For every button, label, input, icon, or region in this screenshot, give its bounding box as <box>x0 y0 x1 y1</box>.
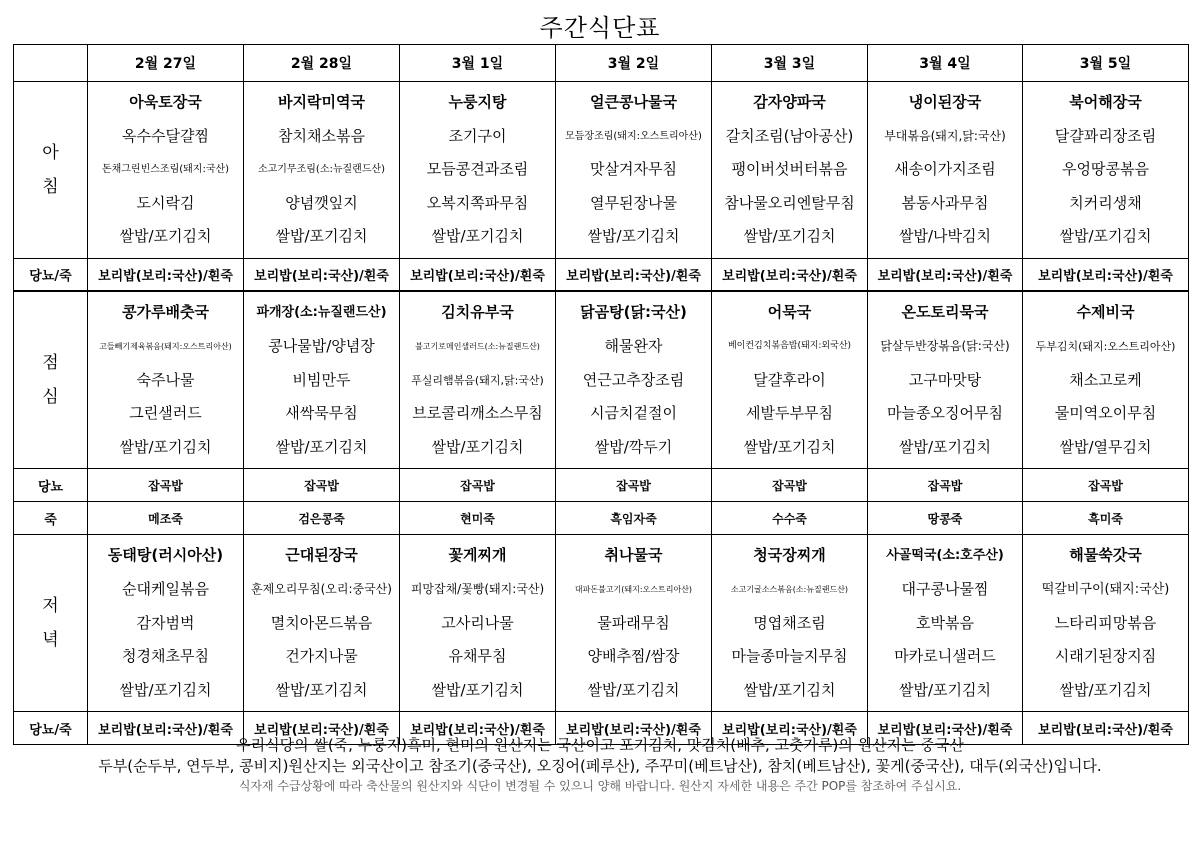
menu-item: 콩나물밥/양념장 <box>268 337 375 356</box>
menu-item: 마카로니샐러드 <box>894 647 996 666</box>
menu-item: 쌀밥/포기김치 <box>587 227 680 246</box>
menu-item: 꽃게찌개 <box>448 546 507 565</box>
dinner-day-cell <box>244 535 400 712</box>
menu-item: 대구콩나물찜 <box>901 580 989 599</box>
menu-item: 고사리나물 <box>441 613 514 632</box>
menu-item: 푸실리햄볶음(돼지,닭:국산) <box>411 373 544 387</box>
menu-item: 바지락미역국 <box>278 93 365 111</box>
lunch-day-cell <box>1023 291 1189 468</box>
menu-item: 돈채그린빈스조림(돼지:국산) <box>101 164 230 176</box>
porridge-cell: 보리밥(보리:국산)/흰죽 <box>1023 258 1189 291</box>
porridge-cell: 보리밥(보리:국산)/흰죽 <box>556 712 712 745</box>
menu-item: 파개장(소:뉴질랜드산) <box>256 305 387 321</box>
dinner-day-cell <box>88 535 244 712</box>
menu-item: 유채무침 <box>448 647 507 666</box>
porridge-cell: 보리밥(보리:국산)/흰죽 <box>244 712 400 745</box>
lunch-day-cell <box>556 291 712 468</box>
menu-item: 순대케일볶음 <box>122 580 209 599</box>
menu-item: 비빔만두 <box>292 370 351 389</box>
porridge-cell: 보리밥(보리:국산)/흰죽 <box>88 258 244 291</box>
porridge-cell: 흑미죽 <box>1023 502 1189 535</box>
menu-item: 마늘종마늘지무침 <box>731 647 848 666</box>
dinner-row <box>14 535 1189 712</box>
lunch-row <box>14 291 1189 468</box>
date-header: 3월 2일 <box>556 45 712 82</box>
porridge-cell: 흑임자죽 <box>556 502 712 535</box>
menu-item: 브로콜리깨소스무침 <box>412 404 543 423</box>
porridge-cell: 보리밥(보리:국산)/흰죽 <box>868 258 1023 291</box>
menu-item: 연근고추장조림 <box>582 370 685 389</box>
menu-item: 쌀밥/포기김치 <box>431 227 524 246</box>
breakfast-day-cell <box>88 82 244 259</box>
lunch-day-cell <box>400 291 556 468</box>
menu-item: 새싹묵무침 <box>285 404 358 423</box>
menu-item: 숙주나물 <box>136 370 195 389</box>
menu-item: 베이컨김치볶음밥(돼지:외국산) <box>727 341 852 352</box>
menu-item: 어묵국 <box>767 303 812 322</box>
porridge-cell: 땅콩죽 <box>868 502 1023 535</box>
menu-item: 마늘종오징어무침 <box>887 404 1003 423</box>
page-title: 주간식단표 <box>539 14 661 42</box>
breakfast-porridge-row <box>14 258 1189 291</box>
menu-item: 쌀밥/열무김치 <box>1059 437 1152 456</box>
lunch-day-cell <box>244 291 400 468</box>
menu-item: 냉이된장국 <box>908 93 982 111</box>
date-header-row <box>14 45 1189 82</box>
origin-notice-line1: 우리식당의 쌀(죽, 누룽지)흑미, 현미의 원산지는 국산이고 포기김치, 맛김치(배추, 고춧가루)의 원산지는 중국산 <box>236 736 964 754</box>
menu-item: 쌀밥/포기김치 <box>899 680 991 699</box>
dinner-day-cell <box>712 535 868 712</box>
porridge-cell: 현미죽 <box>400 502 556 535</box>
menu-item: 온도토리묵국 <box>901 303 989 322</box>
menu-item: 달걀꽈리장조림 <box>1054 126 1157 145</box>
menu-item: 쌀밥/포기김치 <box>119 227 212 246</box>
menu-item: 오복지쪽파무침 <box>426 193 529 212</box>
lunch-day-cell <box>868 291 1023 468</box>
menu-item: 우엉땅콩볶음 <box>1062 160 1149 179</box>
menu-item: 아욱토장국 <box>129 93 202 111</box>
menu-item: 쌀밥/포기김치 <box>587 680 680 699</box>
menu-item: 시래기된장지짐 <box>1054 647 1157 666</box>
menu-item: 세발두부무침 <box>746 404 833 423</box>
date-header: 3월 3일 <box>712 45 868 82</box>
date-header: 3월 4일 <box>868 45 1023 82</box>
menu-item: 청국장찌개 <box>753 546 826 565</box>
date-header: 3월 1일 <box>400 45 556 82</box>
menu-item: 쌀밥/포기김치 <box>275 437 368 456</box>
porridge-cell: 메조죽 <box>88 502 244 535</box>
menu-item: 닭곰탕(닭:국산) <box>580 303 687 322</box>
menu-item: 조기구이 <box>448 126 507 145</box>
menu-item: 쌀밥/포기김치 <box>1059 680 1152 699</box>
menu-item: 맛살겨자무침 <box>590 160 677 179</box>
menu-item: 북어해장국 <box>1069 93 1142 111</box>
menu-item: 소고기굴소스볶음(소:뉴질랜드산) <box>730 585 849 595</box>
menu-item: 쌀밥/포기김치 <box>899 437 991 456</box>
porridge-cell: 보리밥(보리:국산)/흰죽 <box>400 712 556 745</box>
menu-item: 쌀밥/깍두기 <box>594 437 673 456</box>
date-header: 2월 27일 <box>88 45 244 82</box>
diabetes-cell: 잡곡밥 <box>868 469 1023 502</box>
menu-item: 건가지나물 <box>285 647 358 666</box>
menu-item: 모듬장조림(돼지:오스트리아산) <box>565 130 702 142</box>
menu-item: 얼큰콩나물국 <box>590 93 677 111</box>
menu-item: 취나물국 <box>604 546 663 565</box>
menu-item: 멸치아몬드볶음 <box>270 613 373 632</box>
menu-item: 참치채소볶음 <box>278 126 365 145</box>
menu-item: 근대된장국 <box>285 546 358 565</box>
lunch-diabetes-row <box>14 469 1189 502</box>
menu-item: 감자양파국 <box>753 93 826 111</box>
menu-item: 양념깻잎지 <box>285 193 358 212</box>
menu-item: 열무된장나물 <box>590 193 677 212</box>
menu-item: 김치유부국 <box>441 303 514 322</box>
menu-item: 누룽지탕 <box>448 93 507 111</box>
porridge-cell: 수수죽 <box>712 502 868 535</box>
breakfast-day-cell <box>400 82 556 259</box>
date-header: 2월 28일 <box>244 45 400 82</box>
origin-notice-line2: 두부(순두부, 연두부, 콩비지)원산지는 외국산이고 참조기(중국산), 오징어(페루산), 주꾸미(베트남산), 참치(베트남산), 꽃게(중국산), 대두(외국산)입니다. <box>98 757 1102 775</box>
menu-item: 쌀밥/포기김치 <box>119 680 212 699</box>
menu-item: 갈치조림(남아공산) <box>725 126 854 145</box>
dinner-day-cell <box>1023 535 1189 712</box>
dinner-day-cell <box>556 535 712 712</box>
row-label: 당뇨/죽 <box>14 258 88 291</box>
breakfast-label: 아 침 <box>14 82 88 259</box>
menu-item: 쌀밥/포기김치 <box>743 680 836 699</box>
date-header: 3월 5일 <box>1023 45 1189 82</box>
menu-item: 느타리피망볶음 <box>1054 613 1157 632</box>
menu-item: 청경채초무침 <box>122 647 209 666</box>
menu-item: 해물쑥갓국 <box>1069 546 1142 565</box>
diabetes-cell: 잡곡밥 <box>712 469 868 502</box>
porridge-cell: 보리밥(보리:국산)/흰죽 <box>556 258 712 291</box>
porridge-cell: 보리밥(보리:국산)/흰죽 <box>712 712 868 745</box>
porridge-cell: 보리밥(보리:국산)/흰죽 <box>400 258 556 291</box>
menu-item: 감자범벅 <box>136 613 195 632</box>
menu-item: 쌀밥/포기김치 <box>743 227 836 246</box>
porridge-cell: 검은콩죽 <box>244 502 400 535</box>
menu-item: 달걀후라이 <box>753 370 826 389</box>
menu-item: 쌀밥/포기김치 <box>431 680 524 699</box>
weekly-menu-table <box>13 44 1189 745</box>
corner-cell <box>14 45 88 82</box>
breakfast-day-cell <box>1023 82 1189 259</box>
menu-item: 쌀밥/포기김치 <box>743 437 836 456</box>
menu-item: 그린샐러드 <box>129 404 202 423</box>
lunch-day-cell <box>712 291 868 468</box>
menu-item: 참나물오리엔탈무침 <box>724 193 855 212</box>
diabetes-cell: 잡곡밥 <box>1023 469 1189 502</box>
menu-item: 쌀밥/나박김치 <box>899 227 991 246</box>
menu-item: 닭살두반장볶음(닭:국산) <box>880 339 1010 354</box>
porridge-cell: 보리밥(보리:국산)/흰죽 <box>244 258 400 291</box>
porridge-cell: 보리밥(보리:국산)/흰죽 <box>1023 712 1189 745</box>
menu-item: 채소고로케 <box>1069 370 1142 389</box>
menu-item: 시금치겉절이 <box>590 404 677 423</box>
menu-item: 양배추찜/쌈장 <box>587 647 680 666</box>
menu-item: 치커리생채 <box>1069 193 1142 212</box>
dinner-day-cell <box>400 535 556 712</box>
breakfast-day-cell <box>244 82 400 259</box>
breakfast-row <box>14 82 1189 259</box>
change-notice: 식자재 수급상황에 따라 축산물의 원산지와 식단이 변경될 수 있으니 양해 바랍니다. 원산지 자세한 내용은 주간 POP를 참조하여 주십시요. <box>238 779 962 793</box>
menu-item: 물미역오이무침 <box>1054 404 1157 423</box>
diabetes-cell: 잡곡밥 <box>556 469 712 502</box>
dinner-day-cell <box>868 535 1023 712</box>
menu-item: 명엽채조림 <box>753 613 826 632</box>
menu-item: 콩가루배춧국 <box>122 303 209 322</box>
row-label: 죽 <box>14 502 88 535</box>
menu-item: 고구마맛탕 <box>908 370 982 389</box>
menu-item: 쌀밥/포기김치 <box>1059 227 1152 246</box>
diabetes-cell: 잡곡밥 <box>400 469 556 502</box>
menu-item: 팽이버섯버터볶음 <box>731 160 848 179</box>
menu-item: 떡갈비구이(돼지:국산) <box>1041 582 1170 598</box>
breakfast-day-cell <box>556 82 712 259</box>
menu-item: 쌀밥/포기김치 <box>431 437 524 456</box>
menu-item: 불고기로메인샐러드(소:뉴질랜드산) <box>415 342 540 352</box>
menu-item: 물파래무침 <box>597 613 670 632</box>
lunch-label: 점 심 <box>14 291 88 468</box>
row-label: 당뇨/죽 <box>14 712 88 745</box>
menu-item: 새송이가지조림 <box>894 160 996 179</box>
menu-item: 도시락김 <box>136 193 195 212</box>
menu-item: 해물완자 <box>604 337 663 356</box>
porridge-cell: 보리밥(보리:국산)/흰죽 <box>868 712 1023 745</box>
menu-item: 소고기무조림(소:뉴질랜드산) <box>257 164 386 176</box>
menu-item: 호박볶음 <box>916 613 974 632</box>
diabetes-cell: 잡곡밥 <box>88 469 244 502</box>
menu-item: 봄동사과무침 <box>901 193 989 212</box>
menu-item: 모듬콩견과조림 <box>426 160 529 179</box>
breakfast-day-cell <box>868 82 1023 259</box>
menu-item: 두부김치(돼지:오스트리아산) <box>1035 340 1176 354</box>
menu-item: 쌀밥/포기김치 <box>275 227 368 246</box>
menu-item: 부대볶음(돼지,닭:국산) <box>884 128 1006 143</box>
diabetes-cell: 잡곡밥 <box>244 469 400 502</box>
menu-item: 수제비국 <box>1076 303 1135 322</box>
menu-item: 대파돈불고기(돼지:오스트리아산) <box>574 585 693 595</box>
row-label: 당뇨 <box>14 469 88 502</box>
menu-item: 훈제오리무침(오리:중국산) <box>251 582 392 597</box>
lunch-day-cell <box>88 291 244 468</box>
lunch-porridge-row <box>14 502 1189 535</box>
porridge-cell: 보리밥(보리:국산)/흰죽 <box>712 258 868 291</box>
porridge-cell: 보리밥(보리:국산)/흰죽 <box>88 712 244 745</box>
menu-item: 쌀밥/포기김치 <box>119 437 212 456</box>
breakfast-day-cell <box>712 82 868 259</box>
menu-item: 쌀밥/포기김치 <box>275 680 368 699</box>
menu-item: 동태탕(러시아산) <box>107 546 224 565</box>
menu-item: 사골떡국(소:호주산) <box>886 548 1004 564</box>
dinner-label: 저 녁 <box>14 535 88 712</box>
menu-item: 피망잡채/꽃빵(돼지:국산) <box>410 582 545 597</box>
menu-item: 고들빼기제육볶음(돼지:오스트리아산) <box>99 342 232 352</box>
menu-item: 옥수수달걀찜 <box>122 126 209 145</box>
